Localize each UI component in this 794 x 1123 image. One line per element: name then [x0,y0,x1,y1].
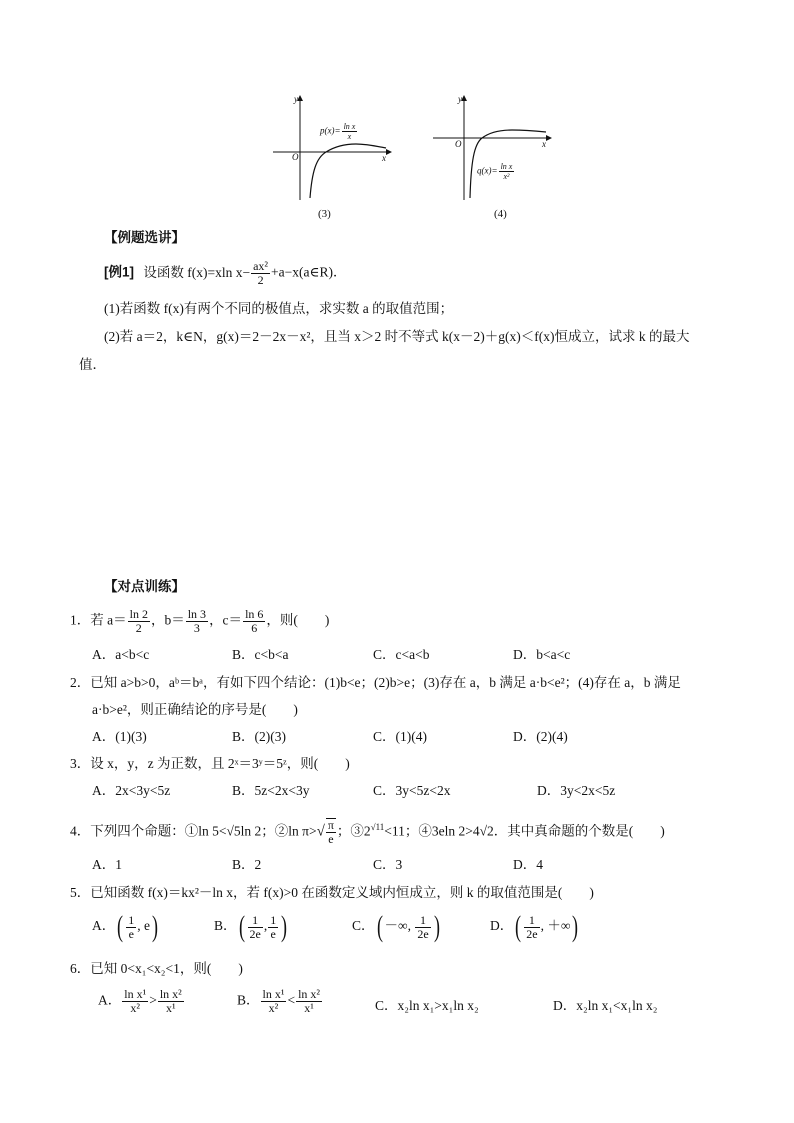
option-text: x₂ln x₁<x₁ln x₂ [576,998,658,1013]
graph-4-svg [428,92,553,222]
frac-num: 1 [248,914,263,928]
func-lhs: p(x)= [320,125,341,136]
frac-num: ln 2 [129,607,148,621]
option: A．a<b<c [92,647,150,662]
frac-num: ln 3 [187,607,207,621]
option: C．3y<5z<2x [373,783,451,798]
frac-num: 1 [524,914,539,928]
example-frac-num: ax² [253,259,269,273]
option-letter: C． [375,998,398,1013]
option-6c [375,997,479,1015]
frac-num: ln x¹ [262,987,285,1001]
option: D．3y<2x<5z [537,783,616,798]
problem-3-stem [70,755,350,773]
interval-right: e [144,918,150,934]
stem-text: 已知 a>b>0，aᵇ＝bᵃ，有如下四个结论：(1)b<e；(2)b>e；(3)存在 a，b 满足 a·b<e²；(4)存在 a，b 满足 [90,675,681,690]
stem-text: ，则( ) [266,612,330,628]
x-label: x [382,153,386,163]
problem-5-stem [70,884,594,902]
option: D．b<a<c [513,647,571,662]
option-letter: A． [92,918,116,934]
operator: < [287,992,296,1008]
problem-number: 2． [70,675,91,690]
frac-den: x¹ [304,1001,314,1015]
stem-text: <11；④3eln 2>4√2．其中真命题的个数是( ) [384,823,665,839]
y-label: y [294,94,298,104]
stem-text: 已知 0<x₁<x₂<1，则( ) [90,961,243,976]
option-letter: A． [98,992,122,1008]
option: B．2 [232,857,262,872]
section-practice-title: 【对点训练】 [104,579,185,594]
origin-label: O [292,152,299,162]
option-letter: C． [352,918,375,934]
example-after: +a−x(a∈R)． [271,264,347,280]
frac-den: x¹ [165,1001,176,1015]
option: B．c<b<a [232,647,289,662]
example-frac-den: 2 [257,273,264,287]
func-den: x² [503,172,510,181]
option: C．(1)(4) [373,729,427,744]
option-6a [98,988,185,1015]
stem-text: ，c＝ [209,612,243,628]
problem-6-stem [70,960,243,978]
func-label [320,122,358,141]
option-5a: A．( $\frac{1}{e}$ , e) [92,910,158,943]
problem-4-stem: 4．下列四个命题：①ln 5<√5ln 2；②ln π>√ $\frac{\pi}{e}$ ；$③2^{√11}<11$；④3eln 2>4√2．其中真命题的个数是( ) [70,818,665,847]
frac-num: ln x¹ [124,987,147,1001]
option-letter: B． [214,918,237,934]
option: A．2x<3y<5z [92,783,171,798]
option: B．(2)(3) [232,729,286,744]
x-label: x [542,139,546,149]
option-letter: D． [490,918,514,934]
origin-label: O [455,139,462,149]
func-label [477,162,515,181]
option: B．5z<2x<3y [232,783,310,798]
func-lhs: q(x)= [477,165,498,176]
frac-den: x² [268,1001,279,1015]
stem-sup: √11 [370,822,385,832]
example-q2-line1: (2)若 a＝2，k∈N，g(x)＝2－2x－x²，且当 x＞2 时不等式 k(x－2)＋g(x)＜f(x)恒成立，试求 k 的最大 [104,329,690,344]
option-5c: C．( －∞, $\frac{1}{2e}$ ) [352,910,440,943]
frac-den: 2e [526,926,538,941]
problem-number: 1． [70,612,91,628]
graph-caption: (3) [318,208,331,220]
operator: > [149,992,157,1008]
frac-den: e [270,926,276,941]
func-num: ln x [500,162,513,171]
frac-den: e [328,832,334,847]
frac-num: ln x² [159,987,182,1001]
option-6b [237,988,323,1015]
stem-text: ；③2 [336,823,371,839]
stem-text: 若 a＝ [90,612,127,628]
frac-num: 1 [128,912,135,927]
stem-text: 已知函数 f(x)＝kx²－ln x，若 f(x)>0 在函数定义域内恒成立，则 k 的取值范围是( ) [90,885,594,900]
graph-3-svg [268,92,393,222]
frac-num: ln x² [298,987,321,1001]
problem-2-line2: a·b>e²，则正确结论的序号是( ) [92,702,298,717]
option: C．c<a<b [373,647,430,662]
option-letter: D． [553,998,577,1013]
graph-3 [268,92,393,222]
stem-text: 下列四个命题：①ln 5<√5ln 2；②ln π> [90,823,317,839]
stem-text: 设 x，y，z 为正数，且 2ˣ＝3ʸ＝5ᶻ，则( ) [90,756,350,771]
frac-num: ln 6 [245,607,264,621]
stem-text: ，b＝ [150,612,185,628]
option-5d: D．( $\frac{1}{2e}$ , ＋∞) [490,910,579,943]
problem-number: 6． [70,961,91,976]
problem-number: 4． [70,823,91,839]
example-intro: 设函数 f(x)=xln x− [143,264,251,280]
graph-caption: (4) [494,208,507,220]
func-num: ln x [343,122,356,131]
option-text: x₂ln x₁>x₁ln x₂ [397,998,479,1013]
example-1-stem [104,260,346,287]
option-6d [553,997,657,1015]
frac-num: π [327,818,334,833]
frac-den: 3 [193,621,200,635]
problem-1-stem [70,608,329,635]
interval-left: －∞, [384,918,412,934]
option: D．(2)(4) [513,729,568,744]
frac-den: e [128,926,134,941]
option: A．(1)(3) [92,729,147,744]
example-q2-line2: 值． [79,357,106,372]
x-axis-arrow [546,135,552,141]
graph-4 [428,92,553,222]
frac-den: x² [130,1001,141,1015]
frac-den: 6 [251,621,258,635]
y-label: y [458,94,462,104]
frac-den: 2e [249,926,261,941]
option: D．4 [513,857,543,872]
option-5b: B．( $\frac{1}{2e}$ , $\frac{1}{e}$ ) [214,910,288,943]
frac-num: 1 [270,912,277,927]
x-axis-arrow [386,149,392,155]
option: A．1 [92,857,122,872]
interval-right: ＋∞ [547,918,571,934]
frac-den: 2 [135,621,142,635]
problem-number: 5． [70,885,91,900]
example-q1: (1)若函数 f(x)有两个不同的极值点，求实数 a 的取值范围； [104,301,454,316]
option-letter: B． [237,992,260,1008]
option: C．3 [373,857,403,872]
frac-den: 2e [417,926,429,941]
frac-num: 1 [415,914,430,928]
problem-2-line1 [70,674,681,692]
example-tag: [例1] [104,264,134,280]
section-example-title: 【例题选讲】 [104,230,185,245]
problem-number: 3． [70,756,91,771]
func-den: x [347,132,352,141]
